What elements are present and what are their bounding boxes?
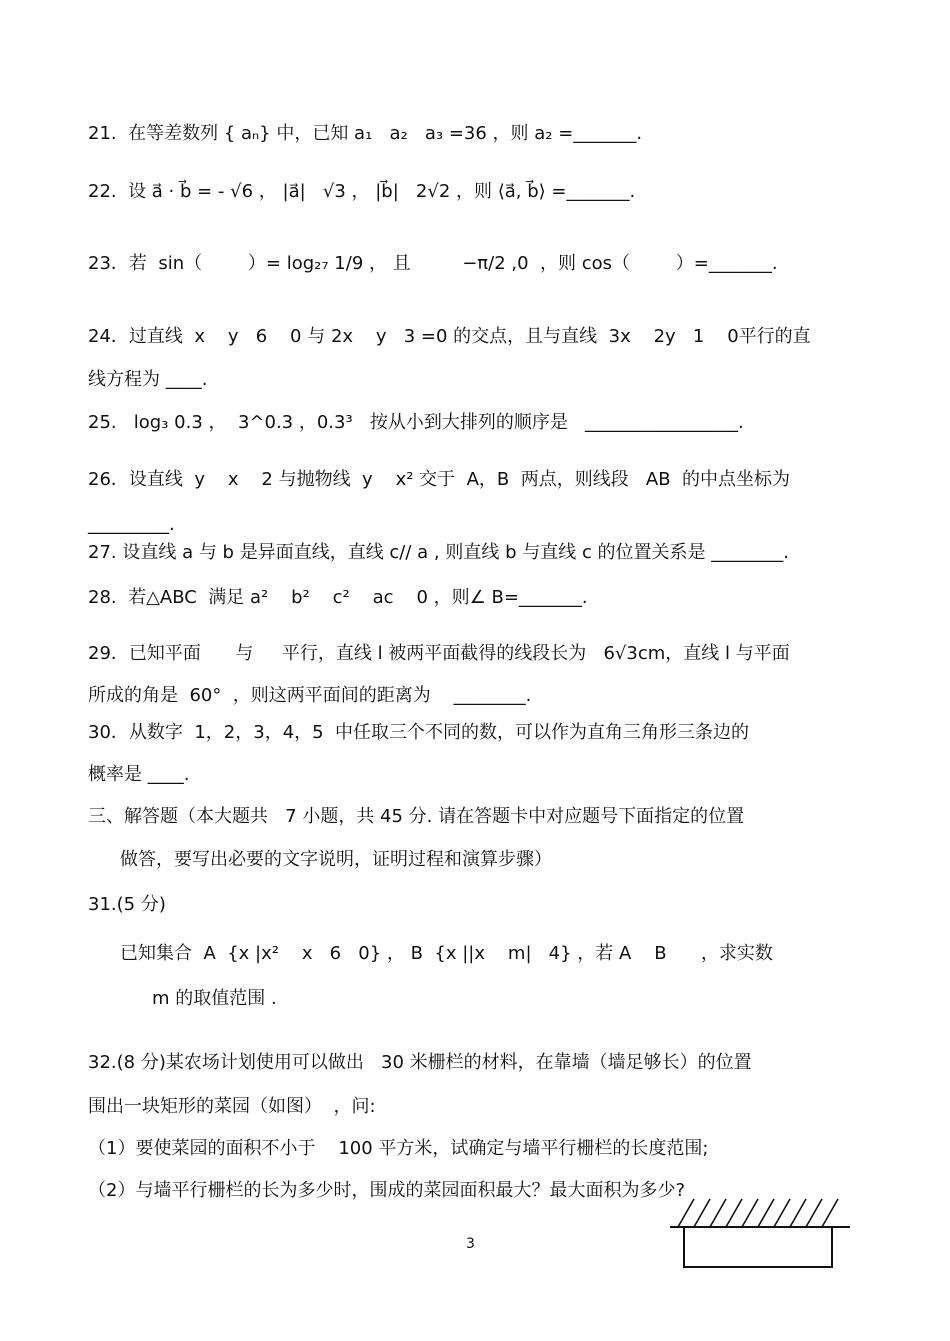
q26-line2: _________. [88,514,175,535]
q32-part2: （2）与墙平行栅栏的长为多少时，围成的菜园面积最大？最大面积为多少? [88,1180,686,1201]
q25: 25. log₃ 0.3 ， 3^0.3 ，0.3³ 按从小到大排列的顺序是 _________________. [88,412,744,433]
q32-line1: 32.(8 分)某农场计划使用可以做出 30 米栅栏的材料，在靠墙（墙足够长）的位置 [88,1052,752,1073]
garden-wall-figure [664,1193,854,1273]
q32-part1: （1）要使菜园的面积不小于 100 平方米，试确定与墙平行栅栏的长度范围; [88,1138,709,1159]
page-number: 3 [466,1236,475,1252]
q32-line2: 围出一块矩形的菜园（如图） ，问: [88,1096,376,1117]
q30-line1: 30．从数字 1，2，3，4，5 中任取三个不同的数，可以作为直角三角形三条边的 [88,722,750,743]
q29-line2: 所成的角是 60° ，则这两平面间的距离为 ________. [88,685,532,706]
q24-line2: 线方程为 ____. [88,369,208,390]
q23: 23．若 sin（ ）= log₂₇ 1/9 ， 且 −π/2 ,0 ，则 cos（ ）=_______. [88,253,778,274]
q27: 27. 设直线 a 与 b 是异面直线，直线 c// a , 则直线 b 与直线 c 的位置关系是 ________. [88,542,790,563]
q29-line1: 29．已知平面 与 平行，直线 l 被两平面截得的线段长为 6√3cm，直线 l 与平面 [88,643,790,664]
q22: 22. 设 a⃗ · b⃗ = - √6 ， |a⃗| √3 ， |b⃗| 2√2 ，则 ⟨a⃗, b⃗⟩ =_______. [88,181,636,202]
q31-line1: 已知集合 A {x |x² x 6 0} ， B {x ||x m| 4} ，若 A B ，求实数 [120,943,773,964]
q31-line2: m 的取值范围 . [152,988,277,1009]
q30-line2: 概率是 ____. [88,764,190,785]
section-3-heading-line1: 三、解答题（本大题共 7 小题，共 45 分. 请在答题卡中对应题号下面指定的位置 [88,806,745,827]
q31-header: 31.(5 分) [88,894,166,915]
q21: 21. 在等差数列 { aₙ} 中，已知 a₁ a₂ a₃ =36 ，则 a₂ =_______. [88,123,643,144]
q28: 28. 若△ABC 满足 a² b² c² ac 0 ，则∠ B=_______. [88,587,588,608]
q26-line1: 26．设直线 y x 2 与抛物线 y x² 交于 A，B 两点，则线段 AB 的中点坐标为 [88,469,790,490]
q24-line1: 24．过直线 x y 6 0 与 2x y 3 =0 的交点，且与直线 3x 2y 1 0平行的直 [88,326,811,347]
section-3-heading-line2: 做答，要写出必要的文字说明，证明过程和演算步骤） [120,849,552,870]
